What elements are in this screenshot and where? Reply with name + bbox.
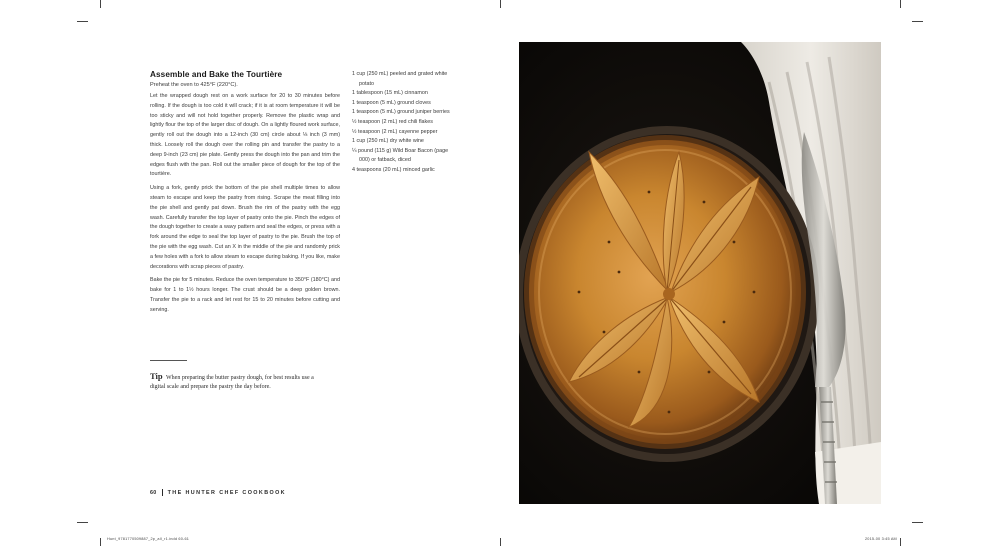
slug-line: Hunt_9781770509887_2p_all_r1.indd 60-61 [107, 537, 190, 541]
folio-divider [162, 489, 163, 496]
ingredient-item: 1 cup (250 mL) peeled and grated white potato [352, 71, 448, 87]
crop-mark [912, 21, 923, 22]
ingredient-item: ½ teaspoon (2 mL) cayenne pepper [352, 128, 438, 135]
ingredient-item: ½ teaspoon (2 mL) red chili flakes [352, 118, 433, 125]
tourtiere-photo [519, 42, 881, 504]
page-footer [150, 489, 286, 496]
crop-mark [77, 522, 88, 523]
crop-mark [100, 0, 101, 8]
crop-mark [77, 21, 88, 22]
ingredient-item: 1 teaspoon (5 mL) ground juniper berries [352, 109, 450, 116]
tip-box [150, 372, 330, 392]
tip-label: Tip [150, 371, 163, 381]
ingredient-list [352, 70, 452, 176]
preheat-note: Preheat the oven to 425°F (220°C). [150, 82, 238, 88]
crop-mark [100, 538, 101, 546]
pie-illustration [519, 42, 881, 504]
ingredient-item: 1 teaspoon (5 mL) ground cloves [352, 99, 431, 106]
section-heading: Assemble and Bake the Tourtière [150, 70, 283, 79]
slug-line-date: 2015-00 3:45 AM [865, 537, 897, 541]
crop-mark [900, 538, 901, 546]
method-paragraph: Bake the pie for 5 minutes. Reduce the oven temperature to 350°F (180°C) and bake for 1 to 1½ hours longer. The crust should be a deep golden brown. Transfer the pie to a rack and let rest for 15 to 20 minutes before cutting and serving. [150, 277, 340, 313]
crop-mark [500, 538, 501, 546]
ingredient-item: 1 cup (250 mL) dry white wine [352, 138, 424, 145]
crop-mark [500, 0, 501, 8]
ingredient-item: 4 teaspoons (20 mL) minced garlic [352, 166, 435, 173]
method-paragraph: Using a fork, gently prick the bottom of the pie shell multiple times to allow steam to escape and keep the pastry from rising. Scrape the meat filling into the pie shell and gently pat down. Brush the rim of the pastry with the egg wash. Carefully transfer the top layer of pastry onto the pie. Pinch the edges of the dough together to create a wavy pattern and seal the edges, or press with a fork around the edge to seal the top layer of pastry to the pie. Brush the top of the pie with the egg wash. Cut an X in the middle of the pie and randomly prick a few holes with a fork to allow steam to escape during baking. If you like, make decorations with scrap pieces of pastry. [150, 185, 340, 270]
recipe-method [150, 70, 340, 320]
crop-mark [900, 0, 901, 8]
tip-divider [150, 360, 187, 361]
tip-text: When preparing the butter pastry dough, for best results use a digital scale and prepare the pastry the day before. [150, 375, 314, 390]
page-number: 60 [150, 489, 157, 496]
crop-mark [912, 522, 923, 523]
ingredient-item: ¼ pound (115 g) Wild Boar Bacon (page 000) or fatback, diced [352, 147, 449, 164]
method-paragraph: Let the wrapped dough rest on a work surface for 20 to 30 minutes before rolling. If the dough is too cold it will crack; if it is at room temperature it will be too sticky and will not hold together properly. Remove the plastic wrap and lightly flour the top of the larger disc of dough. On a lightly floured work surface, gently roll out the dough into a 12-inch (30 cm) circle about ⅛ inch (3 mm) thick. Loosely roll the dough over the rolling pin and transfer the pastry to a deep 9-inch (23 cm) pie plate. Gently press the dough into the pan and trim the edges flush with the pan. Roll out the smaller piece of dough for the top of the tourtière. [150, 93, 340, 178]
book-title: THE HUNTER CHEF COOKBOOK [167, 489, 286, 496]
ingredient-item: 1 tablespoon (15 mL) cinnamon [352, 90, 428, 97]
